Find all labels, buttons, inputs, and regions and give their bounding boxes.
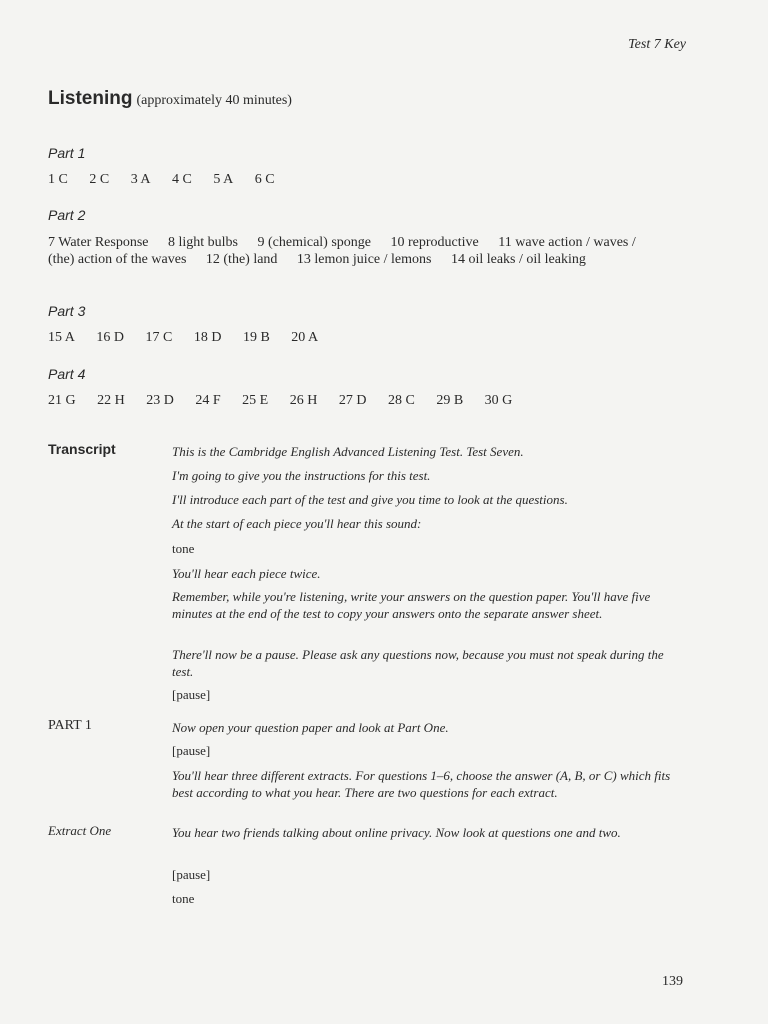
section-subtitle: (approximately 40 minutes) <box>136 93 292 108</box>
answer: 19 B <box>242 330 270 345</box>
part2-label: Part 2 <box>48 207 86 223</box>
answer: 4 C <box>172 172 192 187</box>
answer: 18 D <box>193 330 222 345</box>
transcript-line: [pause] <box>172 687 211 702</box>
section-title: Listening <box>48 88 133 109</box>
transcript-line: I'm going to give you the instructions for this test. <box>172 468 431 483</box>
answer: 21 G <box>48 393 76 408</box>
answer: 13 lemon juice / lemons <box>296 252 432 267</box>
answer: 17 C <box>145 330 173 345</box>
answer: 25 E <box>242 393 269 408</box>
part1-label: Part 1 <box>48 145 86 161</box>
transcript-line: tone <box>172 891 195 906</box>
part3-answers <box>48 330 336 346</box>
answer: 10 reproductive <box>390 235 479 250</box>
answer: 20 A <box>291 330 319 345</box>
part4-label: Part 4 <box>48 366 86 382</box>
transcript-paragraph: Remember, while you're listening, write your answers on the question paper. You'll have five minutes at the end of the test to copy your answers onto the separate answer sheet. <box>172 589 651 621</box>
answer: 1 C <box>48 172 68 187</box>
section-heading <box>48 88 292 110</box>
transcript-line: Now open your question paper and look at Part One. <box>172 720 449 735</box>
answer: 8 light bulbs <box>167 235 238 250</box>
answer: 12 (the) land <box>205 252 278 267</box>
part1-transcript-label: PART 1 <box>48 718 92 733</box>
answer: 5 A <box>213 172 234 187</box>
transcript-line: You'll hear each piece twice. <box>172 566 321 581</box>
part4-answers <box>48 393 530 409</box>
extract-label: Extract One <box>48 823 112 838</box>
transcript-label: Transcript <box>48 441 116 457</box>
page-number: 139 <box>662 974 683 989</box>
part1-answers <box>48 172 293 188</box>
transcript-line: [pause] <box>172 743 211 758</box>
answer: 28 C <box>387 393 415 408</box>
answer: 9 (chemical) sponge <box>257 235 372 250</box>
answer: 11 wave action / waves / (the) action of the waves <box>48 235 636 267</box>
answer: 15 A <box>48 330 75 345</box>
transcript-line: tone <box>172 541 195 556</box>
answer: 22 H <box>97 393 125 408</box>
part2-answers <box>48 234 663 268</box>
part3-label: Part 3 <box>48 303 86 319</box>
transcript-line: This is the Cambridge English Advanced Listening Test. Test Seven. <box>172 444 524 459</box>
answer: 14 oil leaks / oil leaking <box>450 252 586 267</box>
answer: 3 A <box>130 172 151 187</box>
answer: 23 D <box>146 393 174 408</box>
answer: 29 B <box>436 393 464 408</box>
answer: 24 F <box>195 393 221 408</box>
transcript-line: At the start of each piece you'll hear this sound: <box>172 516 422 531</box>
answer: 7 Water Response <box>48 235 149 250</box>
answer: 16 D <box>96 330 124 345</box>
transcript-paragraph: You hear two friends talking about online privacy. Now look at questions one and two. <box>172 825 621 840</box>
answer: 2 C <box>89 172 110 187</box>
answer: 30 G <box>484 393 513 408</box>
transcript-line: I'll introduce each part of the test and give you time to look at the questions. <box>172 492 568 507</box>
answer: 26 H <box>289 393 318 408</box>
answer: 27 D <box>338 393 367 408</box>
transcript-paragraph: There'll now be a pause. Please ask any questions now, because you must not speak during the test. <box>172 647 664 679</box>
running-header: Test 7 Key <box>628 37 686 52</box>
answer: 6 C <box>254 172 275 187</box>
transcript-line: [pause] <box>172 867 211 882</box>
transcript-paragraph: You'll hear three different extracts. For questions 1–6, choose the answer (A, B, or C) which fits best according to what you hear. There are two questions for each extract. <box>172 768 671 800</box>
